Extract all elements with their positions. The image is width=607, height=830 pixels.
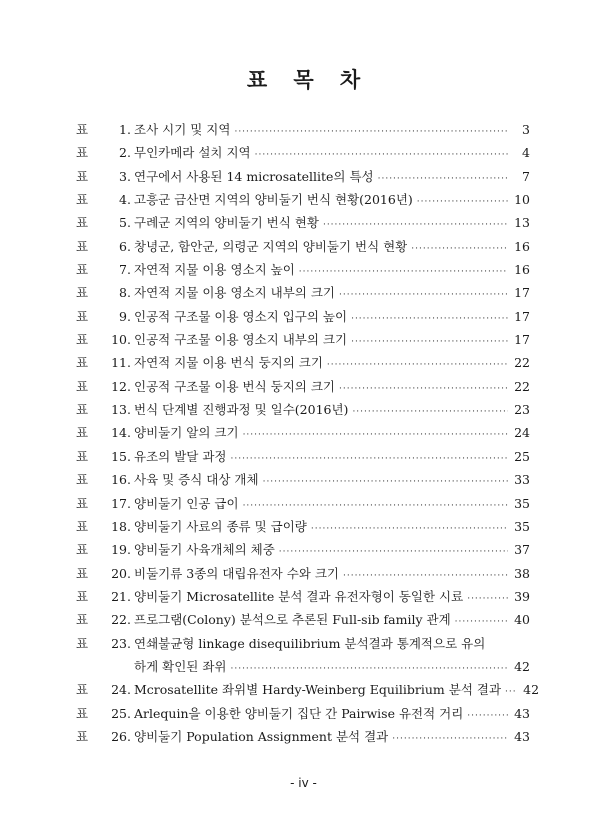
entry-page: 7 <box>522 168 530 184</box>
entry-title: 자연적 지물 이용 번식 둥지의 크기 <box>134 355 323 371</box>
entry-number-dot: . <box>127 448 131 464</box>
entry-title: Mcrosatellite 좌위별 Hardy-Weinberg Equilibrium 분석 결과 <box>134 682 502 698</box>
toc-entry[interactable] <box>76 445 530 468</box>
toc-entry[interactable] <box>76 375 530 398</box>
entry-prefix: 표 <box>76 215 89 231</box>
entry-number: 24 <box>111 682 127 698</box>
entry-number: 8 <box>119 285 127 301</box>
entry-prefix: 표 <box>76 168 89 184</box>
toc-entry-continuation[interactable] <box>76 655 530 678</box>
entry-title: 고흥군 금산면 지역의 양비둘기 번식 현황(2016년) <box>134 192 413 208</box>
entry-prefix: 표 <box>76 122 89 137</box>
entry-number-dot: . <box>127 285 131 301</box>
entry-prefix: 표 <box>76 285 89 301</box>
entry-page: 10 <box>514 192 530 208</box>
entry-number: 26 <box>111 728 127 744</box>
entry-page: 38 <box>514 565 530 581</box>
toc-entry[interactable] <box>76 211 530 234</box>
entry-number-dot: . <box>127 472 131 488</box>
entry-number-dot: . <box>127 728 131 744</box>
entry-page: 40 <box>514 612 530 628</box>
entry-number: 9 <box>119 308 127 324</box>
page-title: 표 목 차 <box>246 67 370 92</box>
entry-prefix: 표 <box>76 682 89 698</box>
entry-title: 프로그램(Colony) 분석으로 추론된 Full-sib family 관계 <box>134 612 451 628</box>
toc-entry[interactable] <box>76 608 530 631</box>
toc-entry[interactable] <box>76 678 540 701</box>
toc-entry[interactable] <box>76 258 530 281</box>
toc-entry[interactable] <box>76 585 530 608</box>
entry-page: 13 <box>514 215 530 231</box>
dot-leader <box>230 121 508 144</box>
entry-number: 20 <box>111 565 127 581</box>
table-of-contents <box>76 118 540 748</box>
dot-leader <box>463 588 508 611</box>
entry-prefix: 표 <box>76 262 89 278</box>
toc-entry[interactable] <box>76 305 530 328</box>
entry-prefix: 표 <box>76 472 89 488</box>
toc-entry[interactable] <box>76 398 530 421</box>
entry-title: 인공적 구조물 이용 영소지 입구의 높이 <box>134 308 348 324</box>
entry-number-dot: . <box>127 425 131 441</box>
entry-page: 22 <box>514 355 530 371</box>
entry-prefix: 표 <box>76 588 89 604</box>
dot-leader <box>323 354 508 377</box>
dot-leader <box>347 308 508 331</box>
dot-leader <box>347 331 508 354</box>
entry-title: 인공적 구조물 이용 영소지 내부의 크기 <box>134 332 348 348</box>
entry-number-dot: . <box>127 122 131 137</box>
entry-prefix: 표 <box>76 308 89 324</box>
toc-entry[interactable] <box>76 118 530 141</box>
entry-title: Arlequin을 이용한 양비둘기 집단 간 Pairwise 유전적 거리 <box>134 705 464 721</box>
entry-prefix: 표 <box>76 565 89 581</box>
entry-prefix: 표 <box>76 448 89 464</box>
toc-entry[interactable] <box>76 328 530 351</box>
entry-number: 13 <box>111 402 127 418</box>
entry-number-dot: . <box>127 355 131 371</box>
entry-title: 양비둘기 Microsatellite 분석 결과 유전자형이 동일한 시료 <box>134 588 464 604</box>
entry-number-dot: . <box>127 332 131 348</box>
entry-number-dot: . <box>127 168 131 184</box>
entry-title-continued: 하게 확인된 좌위 <box>134 658 227 674</box>
toc-entry[interactable] <box>76 632 530 655</box>
entry-title: 유조의 발달 과정 <box>134 448 227 464</box>
entry-number: 16 <box>111 472 127 488</box>
entry-prefix: 표 <box>76 192 89 208</box>
entry-number-dot: . <box>127 378 131 394</box>
entry-page: 35 <box>514 495 530 511</box>
entry-number: 7 <box>119 262 127 278</box>
entry-number: 11 <box>111 355 127 371</box>
entry-title: 번식 단계별 진행과정 및 일수(2016년) <box>134 402 349 418</box>
entry-title: 자연적 지물 이용 영소지 내부의 크기 <box>134 285 335 301</box>
dot-leader <box>463 705 508 728</box>
entry-number-dot: . <box>127 238 131 254</box>
entry-number: 4 <box>119 192 127 208</box>
toc-entry[interactable] <box>76 468 530 491</box>
entry-prefix: 표 <box>76 425 89 441</box>
dot-leader <box>335 284 508 307</box>
entry-page: 4 <box>522 145 530 161</box>
toc-entry[interactable] <box>76 421 530 444</box>
entry-title: 양비둘기 사육개체의 체중 <box>134 542 275 558</box>
entry-number-dot: . <box>127 588 131 604</box>
entry-number-dot: . <box>127 635 131 651</box>
entry-page: 42 <box>514 658 530 674</box>
toc-entry[interactable] <box>76 281 530 304</box>
entry-page: 16 <box>514 238 530 254</box>
entry-title: 양비둘기 알의 크기 <box>134 425 239 441</box>
toc-entry[interactable] <box>76 492 530 515</box>
entry-page: 43 <box>514 728 530 744</box>
entry-number-dot: . <box>127 495 131 511</box>
entry-prefix: 표 <box>76 635 89 651</box>
entry-page: 24 <box>514 425 530 441</box>
dot-leader <box>307 518 508 541</box>
entry-number: 15 <box>111 448 127 464</box>
entry-prefix: 표 <box>76 495 89 511</box>
entry-number-dot: . <box>127 542 131 558</box>
toc-entry[interactable] <box>76 188 530 211</box>
entry-number: 3 <box>119 168 127 184</box>
dot-leader <box>388 728 508 751</box>
dot-leader <box>239 424 508 447</box>
entry-page: 16 <box>514 262 530 278</box>
entry-number: 5 <box>119 215 127 231</box>
entry-number: 25 <box>111 705 127 721</box>
entry-prefix: 표 <box>76 238 89 254</box>
entry-number-dot: . <box>127 192 131 208</box>
entry-title: 창녕군, 함안군, 의령군 지역의 양비둘기 번식 현황 <box>134 238 408 254</box>
entry-page: 42 <box>523 682 540 698</box>
entry-title: 구례군 지역의 양비둘기 번식 현황 <box>134 215 319 231</box>
entry-title: 양비둘기 인공 급이 <box>134 495 239 511</box>
entry-page: 37 <box>514 542 530 558</box>
toc-entry[interactable] <box>76 538 530 561</box>
entry-prefix: 표 <box>76 728 89 744</box>
entry-number-dot: . <box>127 308 131 324</box>
entry-title: 연구에서 사용된 14 microsatellite의 특성 <box>134 168 374 184</box>
entry-number: 22 <box>111 612 127 628</box>
entry-number-dot: . <box>127 402 131 418</box>
toc-entry[interactable] <box>76 562 530 585</box>
entry-number: 23 <box>111 635 127 651</box>
entry-prefix: 표 <box>76 705 89 721</box>
entry-prefix: 표 <box>76 378 89 394</box>
entry-number-dot: . <box>127 682 131 698</box>
entry-title: 자연적 지물 이용 영소지 높이 <box>134 262 295 278</box>
entry-prefix: 표 <box>76 145 89 161</box>
toc-entry[interactable] <box>76 165 530 188</box>
entry-page: 35 <box>514 518 530 534</box>
toc-entry[interactable] <box>76 515 530 538</box>
entry-page: 39 <box>514 588 530 604</box>
entry-title: 사육 및 증식 대상 개체 <box>134 472 259 488</box>
entry-number-dot: . <box>127 518 131 534</box>
entry-prefix: 표 <box>76 518 89 534</box>
entry-prefix: 표 <box>76 332 89 348</box>
page-number: - iv - <box>290 776 317 790</box>
entry-prefix: 표 <box>76 612 89 628</box>
entry-prefix: 표 <box>76 355 89 371</box>
entry-number-dot: . <box>127 262 131 278</box>
entry-prefix: 표 <box>76 402 89 418</box>
toc-entry[interactable] <box>76 351 530 374</box>
entry-number: 12 <box>111 378 127 394</box>
entry-number: 1 <box>119 122 127 137</box>
entry-title: 조사 시기 및 지역 <box>134 122 231 137</box>
entry-number: 14 <box>111 425 127 441</box>
entry-page: 23 <box>514 402 530 418</box>
entry-page: 25 <box>514 448 530 464</box>
entry-page: 3 <box>522 122 530 137</box>
entry-prefix: 표 <box>76 542 89 558</box>
toc-entry[interactable] <box>76 235 530 258</box>
toc-entry[interactable] <box>76 141 530 164</box>
entry-title: 무인카메라 설치 지역 <box>134 145 251 161</box>
entry-title: 인공적 구조물 이용 번식 둥지의 크기 <box>134 378 335 394</box>
entry-number: 19 <box>111 542 127 558</box>
dot-leader <box>335 378 508 401</box>
entry-number: 21 <box>111 588 127 604</box>
entry-number: 10 <box>111 332 127 348</box>
entry-number: 17 <box>111 495 127 511</box>
entry-page: 17 <box>514 308 530 324</box>
entry-number: 6 <box>119 238 127 254</box>
entry-number: 18 <box>111 518 127 534</box>
entry-number-dot: . <box>127 612 131 628</box>
entry-number-dot: . <box>127 705 131 721</box>
toc-entry[interactable] <box>76 725 530 748</box>
dot-leader <box>226 448 508 471</box>
entry-number-dot: . <box>127 565 131 581</box>
entry-page: 17 <box>514 285 530 301</box>
entry-number-dot: . <box>127 145 131 161</box>
entry-page: 17 <box>514 332 530 348</box>
entry-title: 비둘기류 3종의 대립유전자 수와 크기 <box>134 565 339 581</box>
entry-page: 22 <box>514 378 530 394</box>
dot-leader <box>348 401 508 424</box>
entry-page: 43 <box>514 705 530 721</box>
entry-title: 양비둘기 사료의 종류 및 급이량 <box>134 518 307 534</box>
toc-entry[interactable] <box>76 702 530 725</box>
entry-title: 양비둘기 Population Assignment 분석 결과 <box>134 728 389 744</box>
dot-leader <box>407 238 508 261</box>
dot-leader <box>413 191 508 214</box>
entry-number-dot: . <box>127 215 131 231</box>
dot-leader <box>259 471 508 494</box>
entry-page: 33 <box>514 472 530 488</box>
entry-title: 연쇄불균형 linkage disequilibrium 분석결과 통계적으로 유의 <box>134 635 486 651</box>
entry-number: 2 <box>119 145 127 161</box>
